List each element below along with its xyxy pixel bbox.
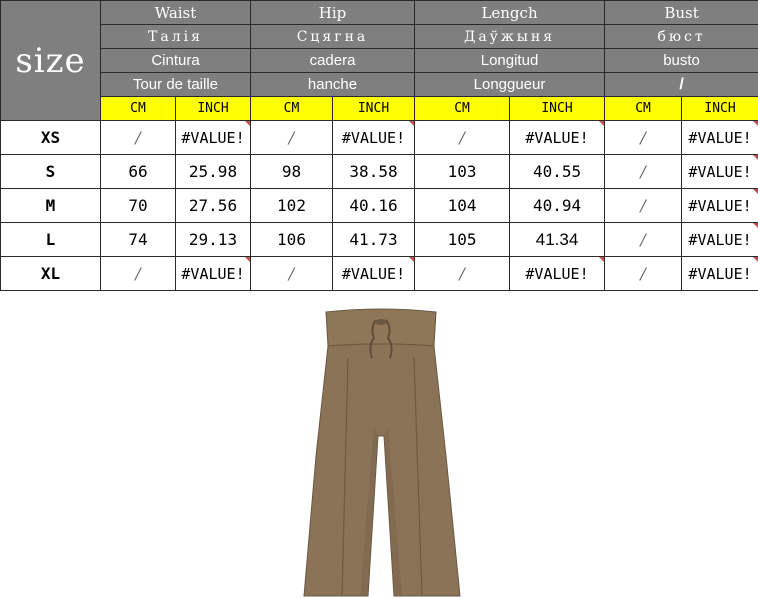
size-header-cell: size [1,1,101,121]
measurement-cell: 106 [251,223,333,257]
header-hip-r3: cadera [251,49,415,73]
trousers-illustration [298,306,464,598]
header-waist: Waist [101,1,251,25]
header-hip: Hip [251,1,415,25]
measurement-cell: 40.55 [510,155,605,189]
header-length: Lengch [415,1,605,25]
header-row-3 [1,49,758,73]
table-row [1,189,758,223]
unit-cell: INCH [176,97,251,121]
empty-value-cell: / [101,257,176,291]
measurement-cell: 105 [415,223,510,257]
empty-value-cell: / [415,121,510,155]
header-row-4 [1,73,758,97]
header-bust: Bust [605,1,758,25]
measurement-cell: 66 [101,155,176,189]
table-row [1,257,758,291]
unit-cell: CM [415,97,510,121]
unit-cell: INCH [510,97,605,121]
header-row-ukrainian [1,25,758,49]
empty-value-cell: / [605,257,682,291]
error-value-cell: #VALUE! [176,257,251,291]
table-row [1,223,758,257]
unit-cell: INCH [333,97,415,121]
table-row [1,155,758,189]
waistband [326,309,436,346]
header-hip-r4: hanche [251,73,415,97]
measurement-cell: 102 [251,189,333,223]
measurement-cell: 25.98 [176,155,251,189]
error-value-cell: #VALUE! [682,189,758,223]
measurement-cell: 98 [251,155,333,189]
measurement-cell: 38.58 [333,155,415,189]
measurement-cell: 41.34 [510,223,605,257]
header-length-r3: Longitud [415,49,605,73]
error-value-cell: #VALUE! [682,257,758,291]
header-bust-r4: / [605,73,758,97]
error-value-cell: #VALUE! [176,121,251,155]
measurement-cell: 103 [415,155,510,189]
empty-value-cell: / [605,223,682,257]
error-value-cell: #VALUE! [333,257,415,291]
header-waist-r4: Tour de taille [101,73,251,97]
drawstring-knot [375,319,387,325]
header-row-english [1,1,758,25]
header-length-r4: Longgueur [415,73,605,97]
empty-value-cell: / [605,121,682,155]
error-value-cell: #VALUE! [333,121,415,155]
table-row [1,121,758,155]
header-waist-ua: Талія [101,25,251,49]
header-hip-ua: Сцягна [251,25,415,49]
empty-value-cell: / [251,257,333,291]
unit-row [1,97,758,121]
unit-cell: CM [101,97,176,121]
size-label-cell: XS [1,121,101,155]
error-value-cell: #VALUE! [510,121,605,155]
empty-value-cell: / [251,121,333,155]
error-value-cell: #VALUE! [682,121,758,155]
measurement-cell: 40.94 [510,189,605,223]
measurement-cell: 41.73 [333,223,415,257]
header-bust-ua: бюст [605,25,758,49]
measurement-cell: 70 [101,189,176,223]
measurement-cell: 27.56 [176,189,251,223]
measurement-cell: 40.16 [333,189,415,223]
empty-value-cell: / [605,155,682,189]
size-label-cell: XL [1,257,101,291]
measurement-cell: 104 [415,189,510,223]
empty-value-cell: / [605,189,682,223]
header-bust-r3: busto [605,49,758,73]
unit-cell: CM [605,97,682,121]
error-value-cell: #VALUE! [682,155,758,189]
size-label-cell: S [1,155,101,189]
trousers-body [304,344,460,596]
error-value-cell: #VALUE! [510,257,605,291]
header-waist-r3: Cintura [101,49,251,73]
error-value-cell: #VALUE! [682,223,758,257]
size-label-cell: L [1,223,101,257]
measurement-cell: 29.13 [176,223,251,257]
empty-value-cell: / [101,121,176,155]
size-label-cell: M [1,189,101,223]
empty-value-cell: / [415,257,510,291]
header-length-ua: Даўжыня [415,25,605,49]
unit-cell: CM [251,97,333,121]
measurement-cell: 74 [101,223,176,257]
size-chart-table [0,0,758,291]
unit-cell: INCH [682,97,758,121]
